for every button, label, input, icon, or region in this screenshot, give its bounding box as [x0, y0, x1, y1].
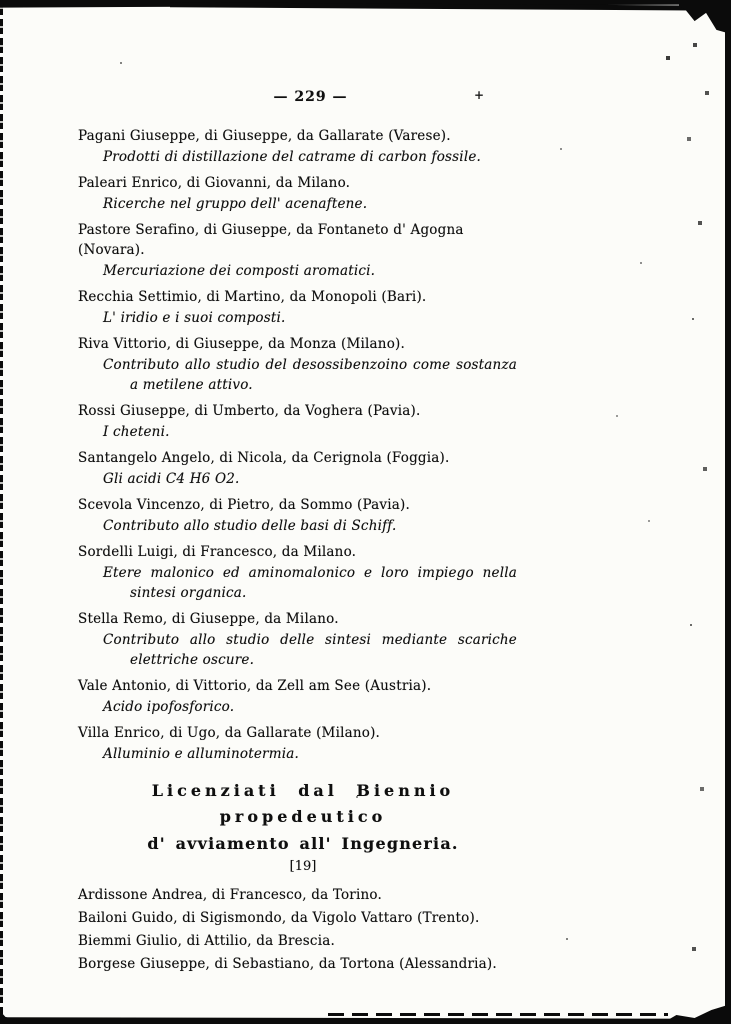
graduate-name: Villa Enrico, di Ugo, da Gallarate (Milano).	[78, 725, 381, 741]
thesis-title: Contributo allo studio delle sintesi mediante scariche elettriche oscure.	[103, 632, 517, 668]
scan-edge-right	[725, 0, 731, 1024]
graduate-name: Paleari Enrico, di Giovanni, da Milano.	[78, 175, 351, 191]
scan-bottom-dashes	[328, 1013, 668, 1016]
scan-corner-top-right	[679, 0, 731, 34]
licentiate-name: Bailoni Guido, di Sigismondo, da Vigolo Vattaro (Trento).	[78, 910, 480, 926]
licentiate-name: Ardissone Andrea, di Francesco, da Torino.	[78, 887, 382, 903]
graduate-entry	[78, 609, 528, 670]
page-number: — 229 —	[273, 89, 348, 105]
graduate-entry	[78, 495, 528, 536]
graduate-entry	[78, 220, 528, 281]
graduate-name: Santangelo Angelo, di Nicola, da Cerignola (Foggia).	[78, 450, 450, 466]
scan-corner-bottom-right	[661, 1004, 731, 1024]
section-count-marker: [19]	[289, 859, 317, 874]
graduate-entry	[78, 448, 528, 489]
graduate-name: Scevola Vincenzo, di Pietro, da Sommo (Pavia).	[78, 497, 410, 513]
thesis-title: Mercuriazione dei composti aromatici.	[103, 263, 376, 279]
licentiate-name: Biemmi Giulio, di Attilio, da Brescia.	[78, 933, 335, 949]
thesis-title: I cheteni.	[103, 424, 170, 440]
graduate-entry	[78, 542, 528, 603]
licentiate-name: Borgese Giuseppe, di Sebastiano, da Tortona (Alessandria).	[78, 956, 497, 972]
scan-edge-bottom	[0, 1017, 731, 1024]
thesis-title: Etere malonico ed aminomalonico e loro impiego nella sintesi organica.	[103, 565, 517, 601]
stray-ink-mark: +	[474, 88, 485, 102]
graduate-name: Sordelli Luigi, di Francesco, da Milano.	[78, 544, 357, 560]
thesis-title: Contributo allo studio delle basi di Schiff.	[103, 518, 397, 534]
thesis-title: L' iridio e i suoi composti.	[103, 310, 286, 326]
graduate-name: Pagani Giuseppe, di Giuseppe, da Gallarate (Varese).	[78, 128, 451, 144]
thesis-title: Acido ipofosforico.	[103, 699, 235, 715]
graduate-name: Pastore Serafino, di Giuseppe, da Fontaneto d' Agogna (Novara).	[78, 222, 464, 258]
graduate-entry	[78, 723, 528, 764]
graduate-entry	[78, 126, 528, 167]
section-heading	[78, 778, 528, 876]
thesis-title: Prodotti di distillazione del catrame di carbon fossile.	[103, 149, 482, 165]
page-content	[78, 88, 528, 976]
graduate-entry	[78, 334, 528, 395]
graduate-name: Vale Antonio, di Vittorio, da Zell am See (Austria).	[78, 678, 432, 694]
graduate-entry	[78, 676, 528, 717]
graduate-entry	[78, 173, 528, 214]
section-heading-line1: Licenziati dal Biennio propedeutico	[151, 781, 455, 826]
graduate-name: Recchia Settimio, di Martino, da Monopoli (Bari).	[78, 289, 427, 305]
scan-edge-left	[0, 0, 3, 1024]
graduate-name: Stella Remo, di Giuseppe, da Milano.	[78, 611, 339, 627]
thesis-title: Ricerche nel gruppo dell' acenaftene.	[103, 196, 368, 212]
section-heading-line2: d' avviamento all' Ingegneria.	[147, 834, 459, 853]
graduate-name: Rossi Giuseppe, di Umberto, da Voghera (Pavia).	[78, 403, 421, 419]
thesis-title: Contributo allo studio del desossibenzoino come sostanza a metilene attivo.	[103, 357, 517, 393]
thesis-title: Gli acidi C4 H6 O2.	[103, 471, 240, 487]
graduate-name: Riva Vittorio, di Giuseppe, da Monza (Milano).	[78, 336, 405, 352]
thesis-title: Alluminio e alluminotermia.	[103, 746, 299, 762]
licentiate-list	[78, 884, 528, 976]
graduate-entry	[78, 287, 528, 328]
scan-speckles	[0, 0, 2, 2]
graduate-entry	[78, 401, 528, 442]
